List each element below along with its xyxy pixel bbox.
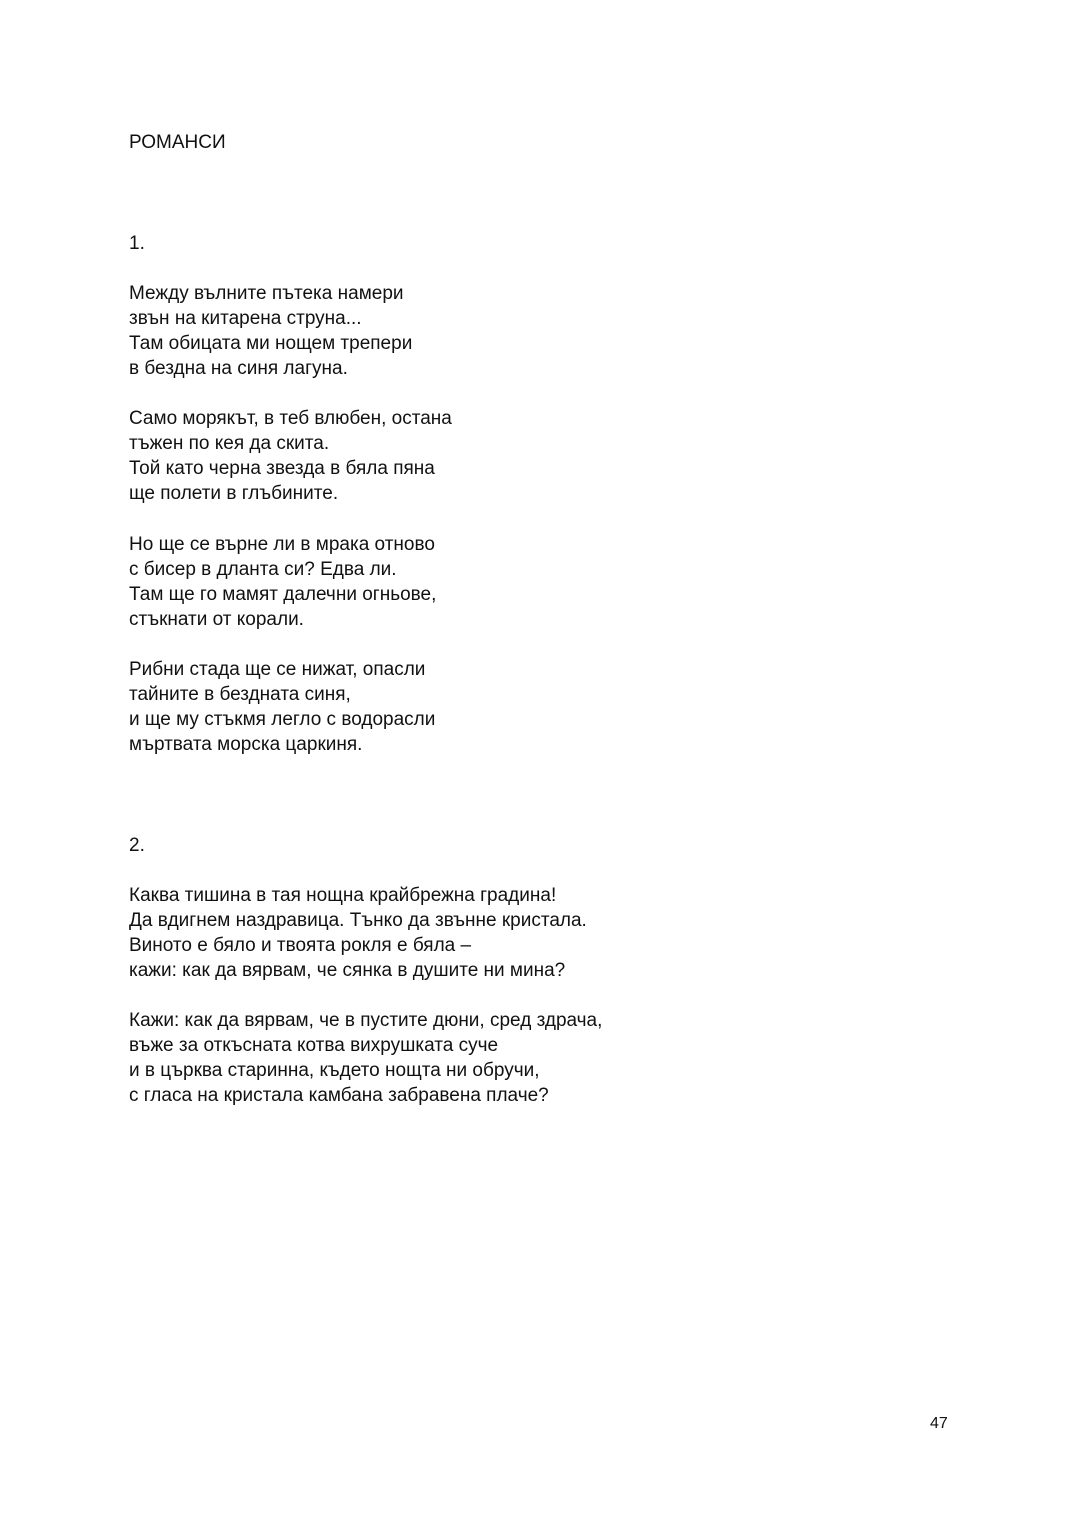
poem-line: Но ще се върне ли в мрака отново	[129, 534, 435, 555]
poem-line: тайните в бездната синя,	[129, 684, 351, 705]
poem-line: Каква тишина в тая нощна крайбрежна градина!	[129, 885, 557, 906]
stanza	[129, 532, 436, 632]
poem-line: тъжен по кея да скита.	[129, 433, 330, 454]
poem-number: 2.	[129, 835, 145, 856]
poem-line: с гласа на кристала камбана забравена плаче?	[129, 1085, 549, 1106]
poem-line: ще полети в глъбините.	[129, 483, 339, 504]
stanza	[129, 281, 412, 381]
poem-line: Там обицата ми нощем трепери	[129, 333, 413, 354]
poem-line: кажи: как да вярвам, че сянка в душите ни мина?	[129, 960, 566, 981]
poem-number: 1.	[129, 233, 145, 254]
poem-line: в бездна на синя лагуна.	[129, 358, 348, 379]
poem-line: стъкнати от корали.	[129, 609, 304, 630]
poem-line: Между вълните пътека намери	[129, 283, 404, 304]
stanza	[129, 883, 587, 983]
poem-line: и ще му стъкмя легло с водорасли	[129, 709, 436, 730]
stanza	[129, 1008, 602, 1108]
poem-line: Да вдигнем наздравица. Тънко да звънне кристала.	[129, 910, 587, 931]
poem-line: Виното е бяло и твоята рокля е бяла –	[129, 935, 472, 956]
poem-line: въже за откъсната котва вихрушката суче	[129, 1035, 499, 1056]
stanza	[129, 657, 435, 757]
poem-line: и в църква старинна, където нощта ни обручи,	[129, 1060, 540, 1081]
poem-line: Кажи: как да вярвам, че в пустите дюни, сред здрача,	[129, 1010, 603, 1031]
poem-line: звън на китарена струна...	[129, 308, 362, 329]
stanza	[129, 406, 452, 506]
poem-line: с бисер в дланта си? Едва ли.	[129, 559, 397, 580]
poem-line: Само морякът, в теб влюбен, остана	[129, 408, 452, 429]
poem-line: Там ще го мамят далечни огньове,	[129, 584, 437, 605]
poem-line: Той като черна звезда в бяла пяна	[129, 458, 435, 479]
section-title: РОМАНСИ	[129, 132, 226, 153]
poem-line: мъртвата морска царкиня.	[129, 734, 363, 755]
poem-line: Рибни стада ще се нижат, опасли	[129, 659, 426, 680]
page-number: 47	[930, 1415, 948, 1432]
